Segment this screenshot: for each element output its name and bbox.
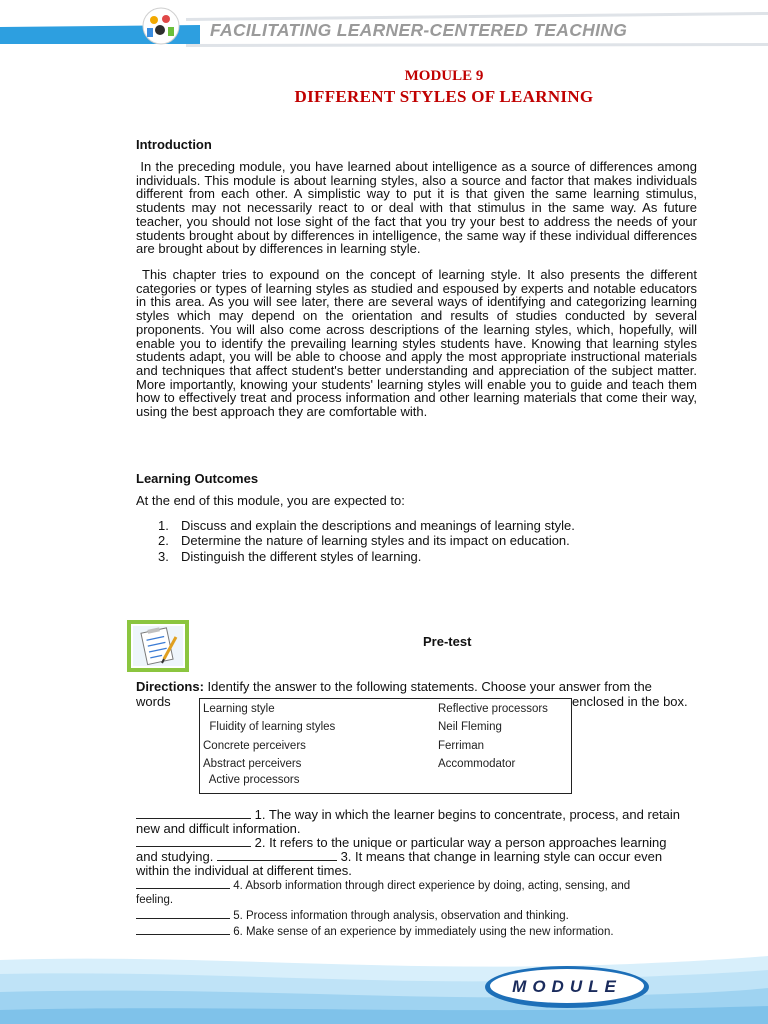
question-text: 6. Make sense of an experience by immediately using the new information.: [230, 926, 614, 938]
word-bank-item: Active processors: [203, 774, 300, 786]
word-bank-box: [199, 698, 572, 794]
question-text: 3. It means that change in learning style can occur even: [336, 849, 663, 864]
answer-blank[interactable]: [136, 924, 230, 935]
answer-blank[interactable]: [136, 908, 230, 919]
word-bank-item: Reflective processors: [438, 703, 548, 715]
question-3-cont: within the individual at different times.: [136, 863, 352, 878]
clipboard-checklist-icon: [126, 619, 190, 673]
answer-blank[interactable]: [136, 878, 230, 889]
answer-blank[interactable]: [136, 836, 251, 847]
outcome-text: Determine the nature of learning styles and its impact on education.: [181, 533, 570, 549]
answer-blank[interactable]: [217, 850, 337, 861]
word-bank-item: Learning style: [203, 703, 275, 715]
word-bank-item: Concrete perceivers: [203, 740, 306, 752]
outcome-item: [136, 533, 696, 548]
footer-module-label: MODULE: [512, 977, 622, 996]
outcomes-list: [136, 518, 696, 564]
outcome-item: [136, 518, 696, 533]
pretest-directions: [136, 680, 697, 694]
directions-end: enclosed in the box.: [572, 694, 688, 709]
question-text: 1. The way in which the learner begins to concentrate, process, and retain: [251, 807, 681, 822]
outcome-number: 3.: [158, 548, 169, 564]
question-4-cont: feeling.: [136, 894, 174, 906]
question-5: [136, 908, 697, 924]
directions-text: Identify the answer to the following statements. Choose your answer from the: [203, 679, 652, 694]
question-1-cont: new and difficult information.: [136, 821, 301, 836]
introduction-heading: Introduction: [136, 137, 212, 152]
pretest-title: Pre-test: [423, 634, 472, 649]
question-text: 4. Absorb information through direct experience by doing, acting, sensing, and: [230, 880, 631, 892]
word-bank-item: Abstract perceivers: [203, 758, 302, 770]
outcome-text: Distinguish the different styles of learning.: [181, 548, 422, 564]
question-2: [136, 836, 697, 850]
module-title: DIFFERENT STYLES OF LEARNING: [294, 87, 594, 106]
word-bank-item: Fluidity of learning styles: [203, 721, 336, 733]
directions-label: Directions:: [136, 679, 204, 694]
module-number: MODULE 9: [404, 68, 484, 84]
introduction-paragraph-1: In the preceding module, you have learned about intelligence as a source of differences among individuals. This module is about learning styles, also a source and factor that makes individuals different from each other. A simplistic way to put it is that given the same learning stimulus, students may not necessarily react to or deal with that stimulus in the same way. As future teacher, you should not lose sight of the fact that you try your best to address the needs of your students brought about by differences in intelligence, the same way if these individual differences are brought about by differences in learning style.: [136, 159, 701, 257]
question-text: 2. It refers to the unique or particular way a person approaches learning: [251, 835, 667, 850]
word-bank-item: Accommodator: [438, 758, 516, 770]
question-1: [136, 808, 697, 822]
outcome-number: 2.: [158, 533, 169, 549]
word-bank-item: Ferriman: [438, 740, 485, 752]
question-4: [136, 878, 697, 894]
word-bank-item: Neil Fleming: [438, 721, 502, 733]
question-text: 5. Process information through analysis, observation and thinking.: [230, 910, 569, 922]
directions-words: words: [136, 694, 171, 709]
question-text: and studying.: [136, 849, 217, 864]
outcome-item: [136, 549, 696, 564]
header-title: FACILITATING LEARNER-CENTERED TEACHING: [210, 20, 628, 40]
footer-wave: [0, 940, 768, 1024]
outcomes-heading: Learning Outcomes: [136, 471, 259, 486]
outcomes-lead: At the end of this module, you are expected to:: [136, 493, 405, 508]
outcome-number: 1.: [158, 518, 169, 533]
school-kids-logo-icon: [138, 6, 184, 46]
outcome-text: Discuss and explain the descriptions and meanings of learning style.: [181, 518, 575, 533]
question-6: [136, 924, 697, 940]
answer-blank[interactable]: [136, 808, 251, 819]
introduction-paragraph-2: This chapter tries to expound on the concept of learning style. It also presents the different categories or types of learning styles as studied and espoused by experts and notable educators in this area. As you will see later, there are several ways of identifying and categorizing learning styles which may depend on the orientation and results of studies conducted by several proponents. You will also come across descriptions of the learning styles, which, hopefully, will enable you to identify the prevailing learning styles students have. Knowing that learning styles students adapt, you will be able to choose and apply the most appropriate instructional materials and techniques that affect student's better understanding and appreciation of the subject matter. More importantly, knowing your students' learning styles will enable you to guide and teach them how to effectively treat and process information and other learning materials that come their way, using the best approach they are comfortable with.: [136, 267, 701, 420]
question-3: [136, 850, 697, 864]
